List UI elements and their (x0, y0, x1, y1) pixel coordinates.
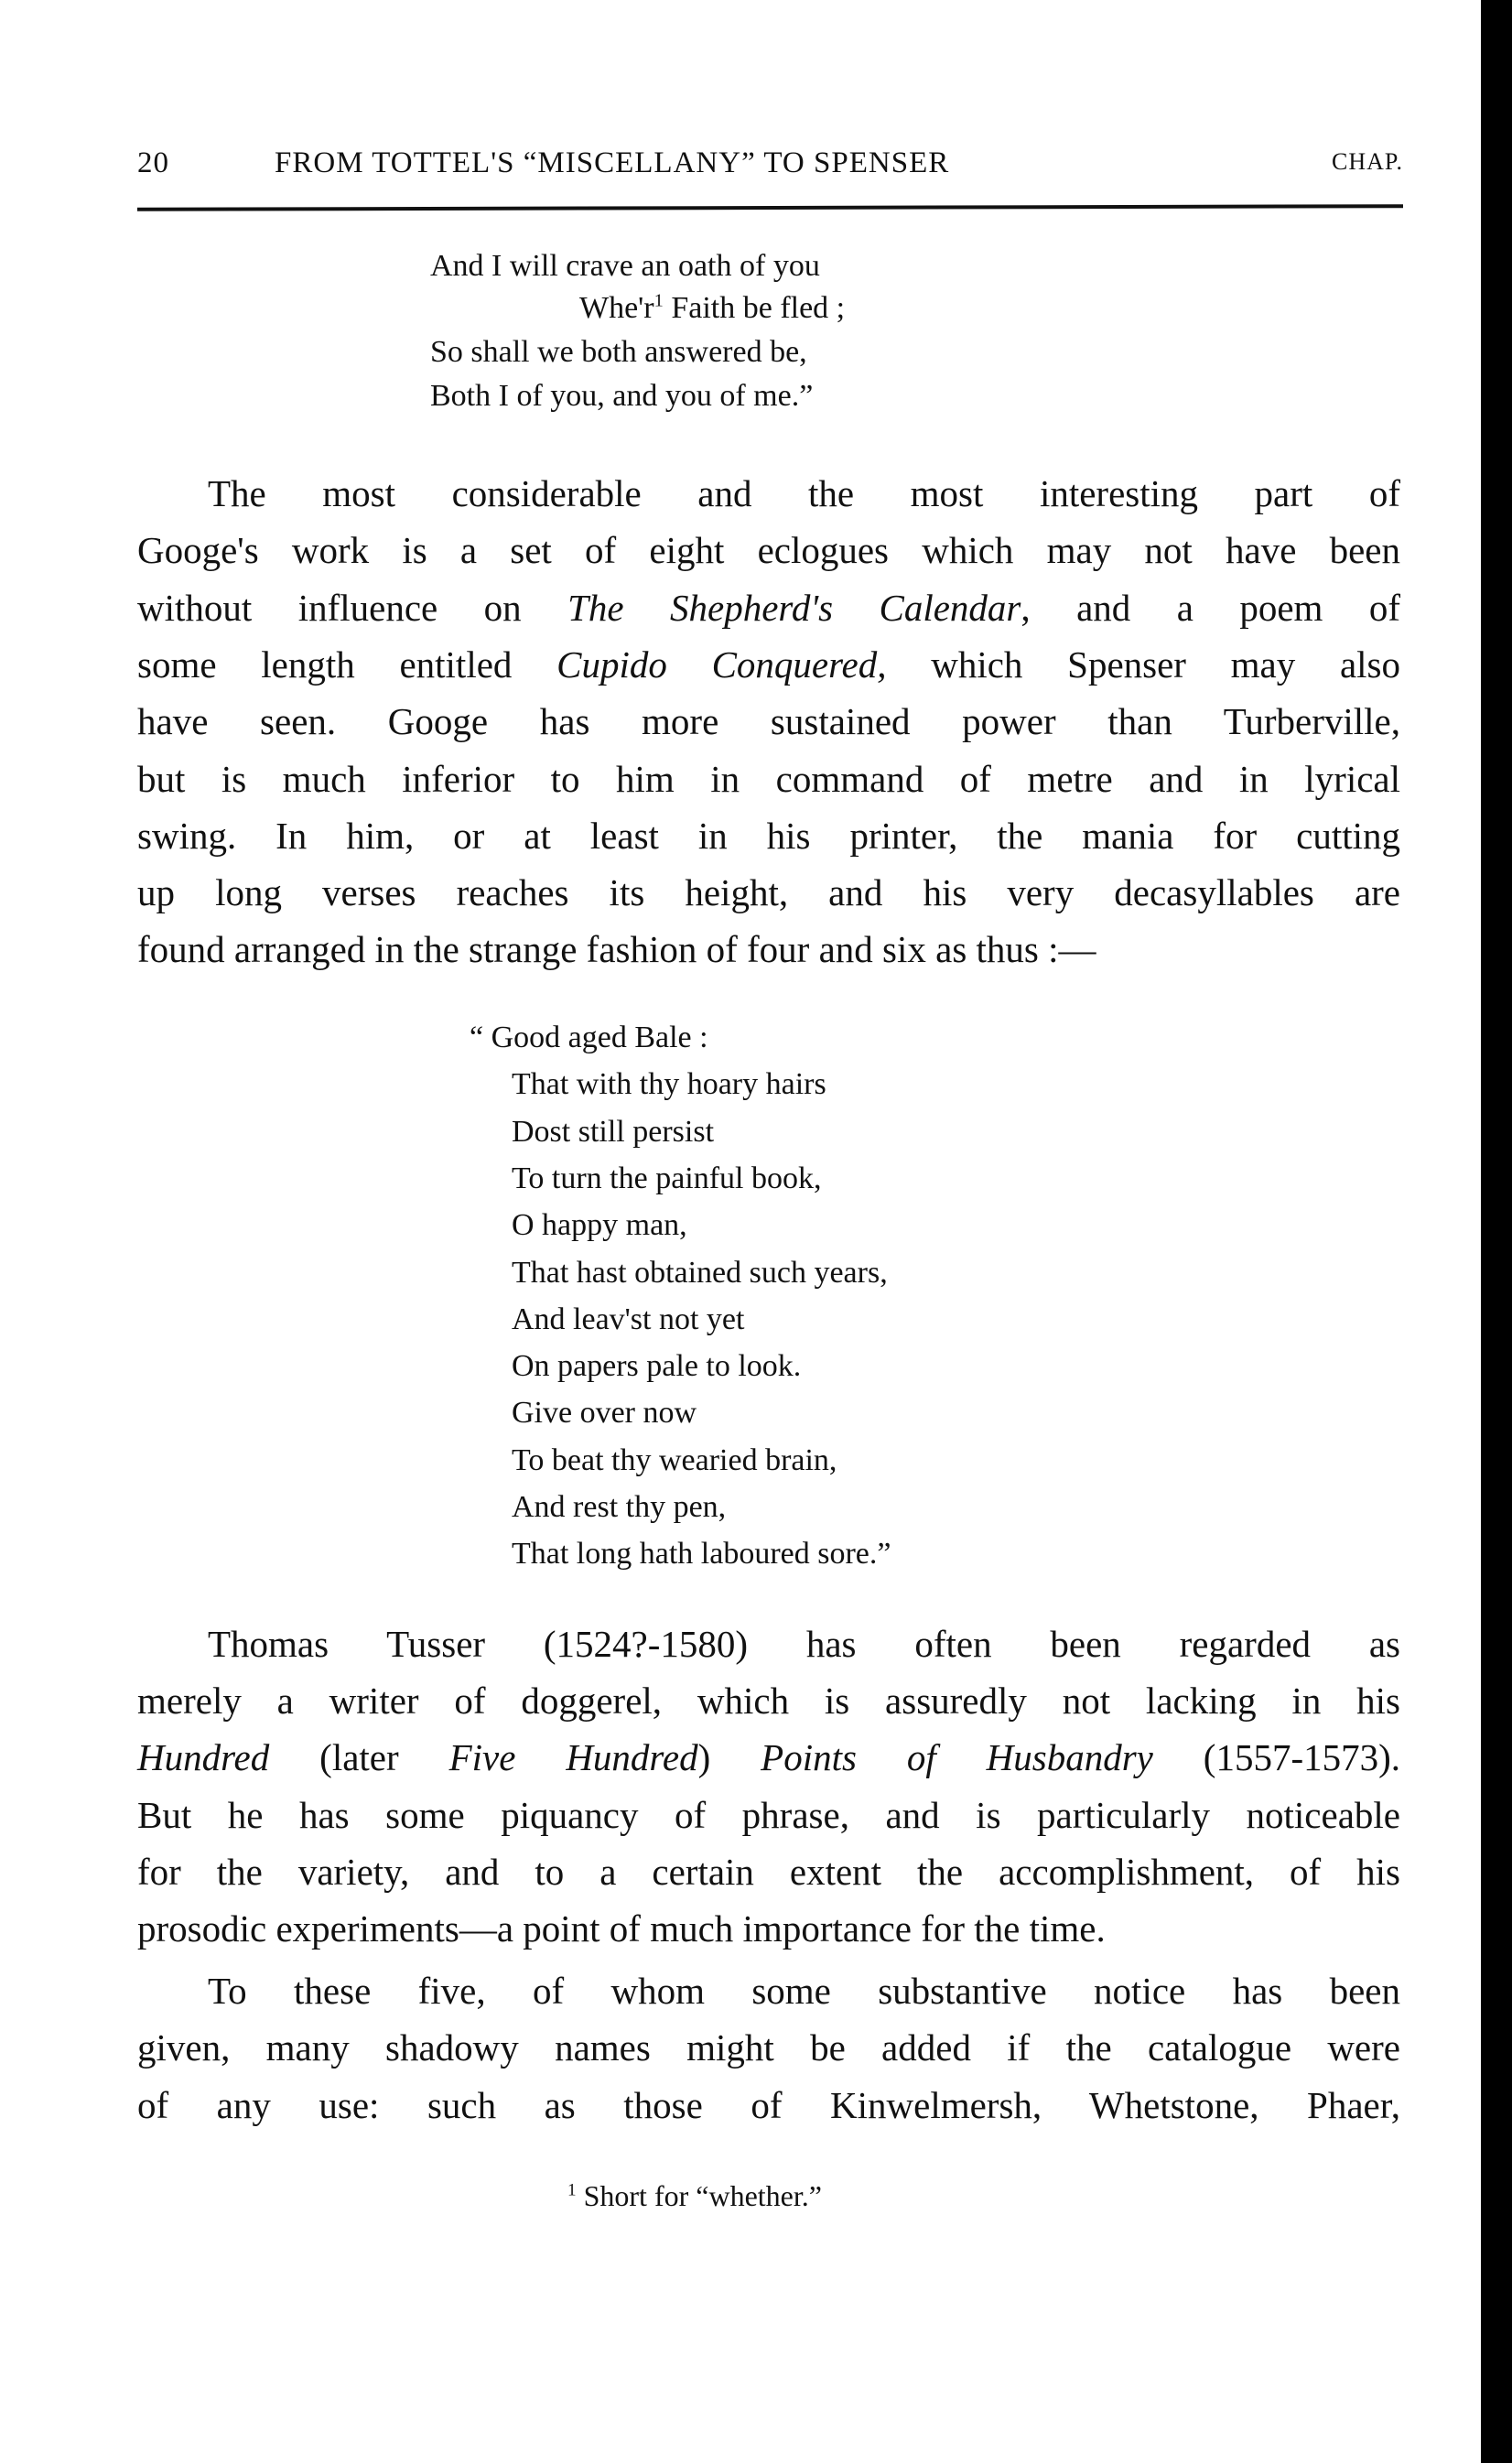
verse-line (430, 244, 820, 288)
text-run: (later (269, 1736, 449, 1779)
italic-title: Hundred (137, 1736, 270, 1779)
text-run: have seen. Googe has more sustained power than Turberville, (137, 700, 1400, 743)
poem-line (512, 1204, 687, 1248)
paragraph-line (208, 1962, 1400, 2019)
italic-title: Five Hundred (448, 1736, 698, 1779)
verse-line (430, 374, 813, 418)
poem-line (512, 1157, 822, 1201)
chapter-label: CHAP. (1332, 148, 1403, 175)
poem-line (470, 1016, 708, 1060)
text-run: To these five, of whom some substantive notice has been (208, 1970, 1400, 2012)
paragraph-line (137, 1729, 1400, 1786)
paragraph-line (137, 1672, 1400, 1729)
text-run: That with thy hoary hairs (512, 1067, 826, 1102)
verse-line (579, 286, 845, 330)
text-run: Dost still persist (512, 1114, 715, 1149)
text-run: (1557-1573). (1152, 1736, 1401, 1779)
poem-line (512, 1439, 837, 1483)
paragraph-line (137, 522, 1400, 578)
page-number: 20 (137, 146, 169, 179)
paragraph-line (137, 2019, 1400, 2076)
text-run: That hast obtained such years, (512, 1255, 888, 1290)
paragraph-line (137, 921, 1400, 978)
poem-line (512, 1298, 744, 1342)
text-run: but is much inferior to him in command of metre and in lyrical (137, 757, 1400, 800)
paragraph-line (208, 1615, 1400, 1672)
text-run: Faith be fled ; (663, 291, 846, 325)
paragraph-line (137, 1787, 1400, 1843)
italic-title: The Shepherd's Calendar (567, 586, 1021, 629)
italic-title: Cupido Conquered, (556, 643, 887, 686)
verse-line (430, 330, 807, 374)
footnote-marker: 1 (567, 2180, 577, 2200)
text-run: To beat thy wearied brain, (512, 1442, 837, 1477)
text-run: But he has some piquancy of phrase, and is particularly noticeable (137, 1793, 1400, 1836)
paragraph-line (137, 579, 1400, 636)
poem-line (512, 1485, 726, 1529)
paragraph-line (137, 751, 1400, 807)
text-run: O happy man, (512, 1208, 687, 1243)
text-run: Googe's work is a set of eight eclogues which may not have been (137, 529, 1400, 572)
text-run: Whe'r (579, 291, 654, 325)
text-run: The most considerable and the most interesting part of (208, 472, 1400, 514)
text-run: up long verses reaches its height, and his very decasyllables are (137, 871, 1400, 914)
text-run: , and a poem of (1021, 586, 1401, 629)
text-run: Short for “whether.” (576, 2179, 822, 2212)
header-rule (137, 204, 1403, 211)
paragraph-line (208, 465, 1400, 522)
text-run: without influence on (137, 586, 568, 629)
text-run: On papers pale to look. (512, 1349, 802, 1384)
text-run: And leav'st not yet (512, 1302, 745, 1336)
poem-line (512, 1532, 891, 1576)
paragraph-line (137, 2077, 1400, 2134)
text-run: merely a writer of doggerel, which is assuredly not lacking in his (137, 1680, 1400, 1723)
paragraph-line (137, 1900, 1400, 1957)
text-run: for the variety, and to a certain extent the accomplishment, of his (137, 1850, 1400, 1893)
text-run: And I will crave an oath of you (430, 249, 820, 283)
text-run: And rest thy pen, (512, 1490, 727, 1524)
poem-line (512, 1063, 826, 1107)
text-run: prosodic experiments—a point of much importance for the time. (137, 1907, 1106, 1950)
text-run: Give over now (512, 1396, 697, 1431)
text-run: That long hath laboured sore.” (512, 1537, 891, 1572)
running-header (137, 146, 1403, 187)
text-run: swing. In him, or at least in his printer, the mania for cutting (137, 814, 1400, 857)
footnote (567, 2175, 822, 2217)
footnote-marker: 1 (653, 290, 664, 311)
paragraph-line (137, 636, 1400, 693)
poem-line (512, 1251, 888, 1295)
text-run: given, many shadowy names might be added if the catalogue were (137, 2026, 1400, 2069)
italic-title: Points of Husbandry (761, 1736, 1153, 1779)
paragraph-line (137, 864, 1400, 921)
text-run: To turn the painful book, (512, 1161, 822, 1195)
text-run: Both I of you, and you of me.” (430, 379, 814, 413)
text-run: ) (697, 1736, 761, 1779)
text-run: of any use: such as those of Kinwelmersh, Whetstone, Phaer, (137, 2083, 1400, 2126)
poem-line (512, 1110, 714, 1154)
paragraph-line (137, 693, 1400, 750)
text-run: which Spenser may also (886, 643, 1401, 686)
text-run: So shall we both answered be, (430, 335, 807, 369)
poem-line (512, 1345, 801, 1388)
paragraph-line (137, 1843, 1400, 1900)
poem-line (512, 1391, 697, 1435)
text-run: Thomas Tusser (1524?-1580) has often been regarded as (208, 1623, 1400, 1665)
page-edge-shadow (1481, 0, 1512, 2463)
text-run: found arranged in the strange fashion of four and six as thus :— (137, 928, 1096, 971)
text-run: some length entitled (137, 643, 557, 686)
text-run: “ Good aged Bale : (470, 1021, 708, 1054)
paragraph-line (137, 807, 1400, 864)
running-title: FROM TOTTEL'S “MISCELLANY” TO SPENSER (275, 146, 950, 179)
